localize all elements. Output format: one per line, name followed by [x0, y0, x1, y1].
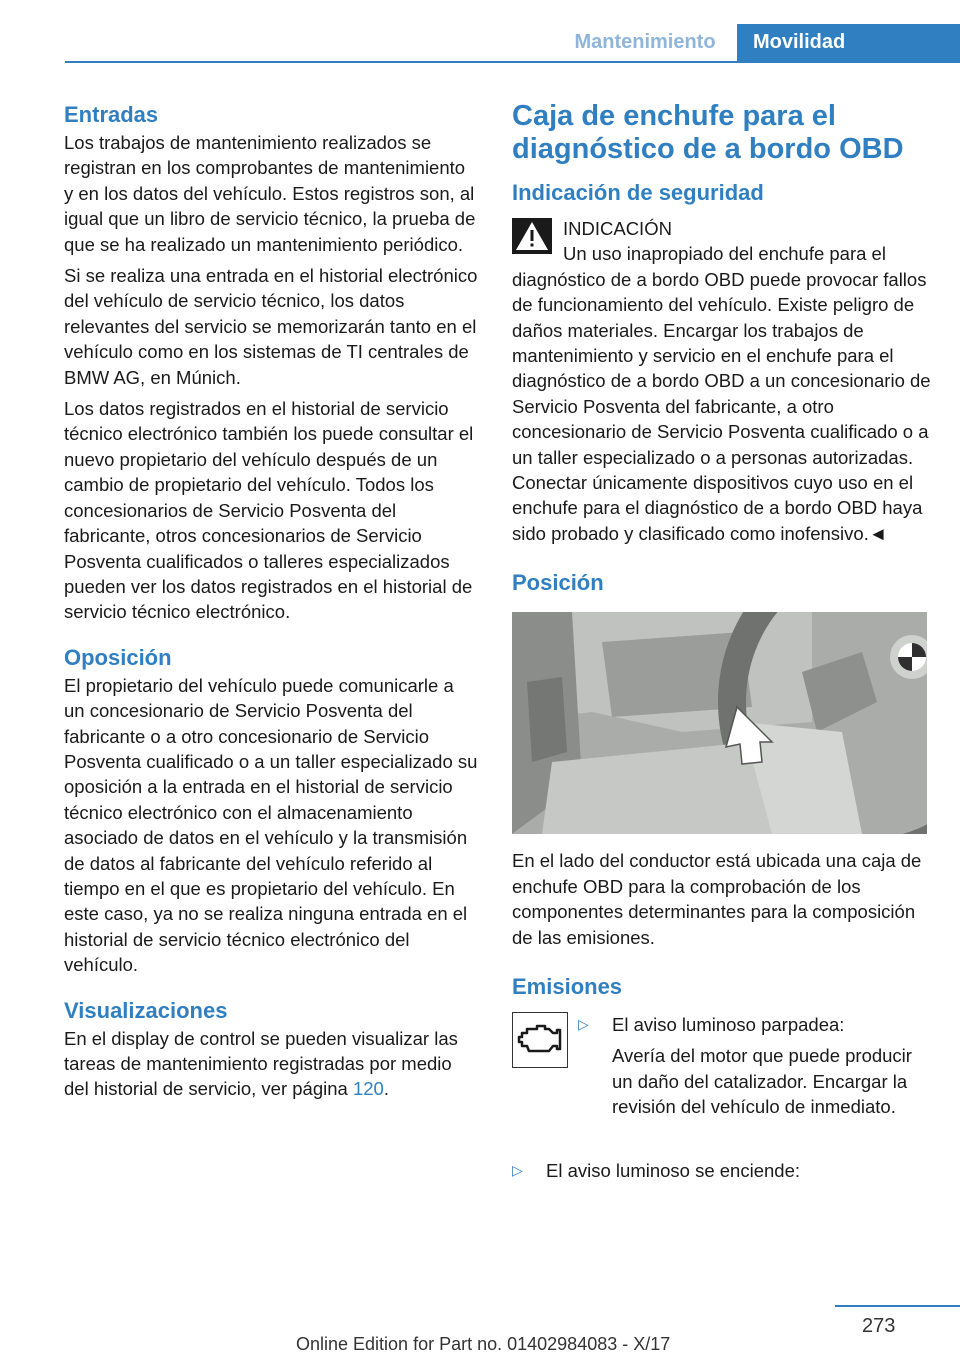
oposicion-paragraph: El propietario del vehículo puede comunicarle a un concesionario de Servicio Posventa del fabricante o a otro concesionario de Servicio Posventa cualificado o a un taller especializado su oposición a la entrada en el historial de servicio técnico electrónico con el almacenamiento asociado de datos en el vehículo y la transmisión de datos al fabricante del vehículo referido al tiempo en el que es propietario del vehículo. En este caso, ya no se realiza ninguna entrada en el historial de servicio técnico electrónico del vehículo. — [64, 674, 478, 976]
entradas-heading: Entradas — [64, 102, 159, 127]
right-column — [512, 100, 932, 1181]
emisiones-items — [578, 1012, 928, 1120]
visualizaciones-period: . — [383, 1078, 389, 1100]
posicion-heading: Posición — [512, 570, 604, 596]
list-item-2-text: El aviso luminoso se enciende: — [546, 1159, 801, 1181]
header-rule — [65, 61, 960, 63]
entradas-paragraph-2: Si se realiza una entrada en el historial electrónico del vehículo de servicio técnico, los datos relevantes del servicio se memorizarán tanto en el vehículo como en los sistemas de TI centrales de BMW AG, en Múnich. — [64, 265, 478, 388]
emisiones-list — [512, 1012, 932, 1181]
visualizaciones-paragraph — [64, 1026, 479, 1102]
oposicion-heading: Oposición — [64, 644, 172, 670]
obd-location-photo — [512, 612, 927, 834]
list-item-1-detail: Avería del motor que puede producir un daño del catalizador. Encargar la revisión del vehículo de inmediato. — [612, 1045, 912, 1118]
warning-first-line: Un uso inapropiado del enchufe para el — [563, 243, 886, 265]
tab-movilidad[interactable]: Movilidad — [737, 24, 960, 61]
left-column — [64, 100, 479, 1108]
edition-footer: Online Edition for Part no. 01402984083 - X/17 — [296, 1334, 671, 1354]
seguridad-heading: Indicación de seguridad — [512, 180, 764, 205]
warning-rest: diagnóstico de a bordo OBD puede provocar fallos de funcionamiento del vehículo. Existe peligro de daños materiales. Encargar los trabajos de mantenimiento y servicio en el enchufe para el diagnóstico de a bordo OBD a un concesionario de Servicio Posventa del fabricante, a otro concesionario de Servicio Posventa cualificado o a un taller especializado o a personas autorizadas. Conectar únicamente dispositivos cuyo uso en el enchufe para el diagnóstico de a bordo OBD haya sido probado y clasificado como inofensivo.◄ — [512, 268, 931, 544]
entradas-paragraph-3: Los datos registrados en el historial de servicio técnico electrónico también los puede consultar el nuevo propietario del vehículo después de un cambio de propietario del vehículo. Todos los concesionarios de Servicio Posventa del fabricante, otros concesionarios de Servicio Posventa cualificados o talleres especializados pueden ver los datos registrados en el historial de servicio técnico electrónico. — [64, 398, 474, 623]
triangle-bullet-icon: ▷ — [512, 1161, 523, 1178]
list-item-1 — [578, 1012, 928, 1037]
posicion-paragraph: En el lado del conductor está ubicada una caja de enchufe OBD para la comprobación de los componentes determinantes para la composición de las emisiones. — [512, 850, 922, 948]
check-engine-icon — [512, 1012, 568, 1068]
emisiones-heading: Emisiones — [512, 973, 623, 999]
warning-block — [512, 216, 932, 546]
page-link-120[interactable]: 120 — [352, 1078, 384, 1100]
warning-triangle-icon — [512, 218, 552, 254]
list-item-1-text: El aviso luminoso parpadea: — [612, 1013, 845, 1035]
warning-text — [512, 241, 932, 546]
triangle-bullet-icon: ▷ — [578, 1015, 589, 1032]
tab-mantenimiento[interactable]: Mantenimiento — [574, 31, 716, 53]
warning-label: INDICACIÓN — [563, 218, 672, 239]
entradas-paragraph-1: Los trabajos de mantenimiento realizados se registran en los comprobantes de mantenimiento y en los datos del vehículo. Estos registros son, al igual que un libro de servicio técnico, la prueba de que se ha realizado un mantenimiento periódico. — [64, 132, 476, 255]
footer-rule — [835, 1305, 960, 1307]
obd-title: Caja de enchufe para el diagnóstico de a bordo OBD — [512, 100, 904, 165]
visualizaciones-text: En el display de control se pueden visualizar las tareas de mantenimiento registradas por medio del historial de servicio, ver página — [64, 1027, 458, 1100]
list-item-2 — [512, 1158, 926, 1183]
visualizaciones-heading: Visualizaciones — [64, 997, 228, 1023]
page-number: 273 — [862, 1315, 896, 1337]
